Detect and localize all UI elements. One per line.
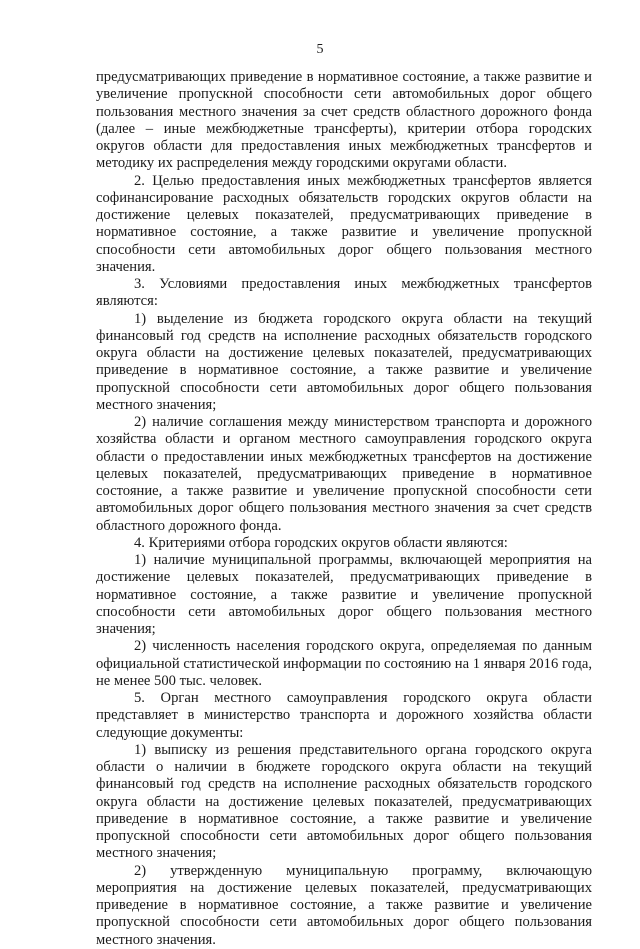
paragraph-item-5: 5. Орган местного самоуправления городского округа области представляет в министерство транспорта и дорожного хозяйства области следующие документы:: [96, 690, 592, 741]
paragraph-item-3: 3. Условиями предоставления иных межбюджетных трансфертов являются:: [96, 276, 592, 310]
paragraph-item-4-1: 1) наличие муниципальной программы, включающей мероприятия на достижение целевых показателей, предусматривающих приведение в нормативное состояние, а также развитие и увеличение пропускной способности сети автомобильных дорог общего пользования местного значения;: [96, 552, 592, 637]
page-number: 5: [316, 42, 324, 57]
paragraph-item-3-1: 1) выделение из бюджета городского округа области на текущий финансовый год средств на исполнение расходных обязательств городского округа области на достижение целевых показателей, предусматривающих приведение в нормативное состояние, а также развитие и увеличение пропускной способности сети автомобильных дорог общего пользования местного значения;: [96, 310, 592, 413]
paragraph-item-4-2: 2) численность населения городского округа, определяемая по данным официальной статистической информации по состоянию на 1 января 2016 года, не менее 500 тыс. человек.: [96, 638, 592, 689]
paragraph-item-5-1: 1) выписку из решения представительного органа городского округа области о наличии в бюджете городского округа области на текущий финансовый год средств на исполнение расходных обязательств городского округа области на достижение целевых показателей, предусматривающих приведение в нормативное состояние, а также развитие и увеличение пропускной способности сети автомобильных дорог общего пользования местного значения;: [96, 741, 592, 862]
document-body: [96, 69, 592, 949]
paragraph-item-3-2: 2) наличие соглашения между министерством транспорта и дорожного хозяйства области и органом местного самоуправления городского округа области о предоставлении иных межбюджетных трансфертов на достижение целевых показателей, предусматривающих приведение в нормативное состояние, а также развитие и увеличение пропускной способности сети автомобильных дорог общего пользования местного значения за счет средств областного дорожного фонда.: [96, 414, 592, 534]
paragraph-item-2: 2. Целью предоставления иных межбюджетных трансфертов является софинансирование расходных обязательств городских округов области на достижение целевых показателей, предусматривающих приведение в нормативное состояние, а также развитие и увеличение пропускной способности сети автомобильных дорог общего пользования местного значения.: [96, 172, 592, 275]
paragraph-item-4: 4. Критериями отбора городских округов области являются:: [134, 534, 508, 551]
paragraph-continuation: предусматривающих приведение в нормативное состояние, а также развитие и увеличение пропускной способности сети автомобильных дорог общего пользования местного значения за счет средств областного дорожного фонда (далее – иные межбюджетные трансферты), критерии отбора городских округов области для предоставления иных межбюджетных трансфертов и методику их распределения между городскими округами области.: [96, 69, 592, 172]
paragraph-item-5-2: 2) утвержденную муниципальную программу, включающую мероприятия на достижение целевых показателей, предусматривающих приведение в нормативное состояние, а также развитие и увеличение пропускной способности сети автомобильных дорог общего пользования местного значения.: [96, 862, 592, 948]
